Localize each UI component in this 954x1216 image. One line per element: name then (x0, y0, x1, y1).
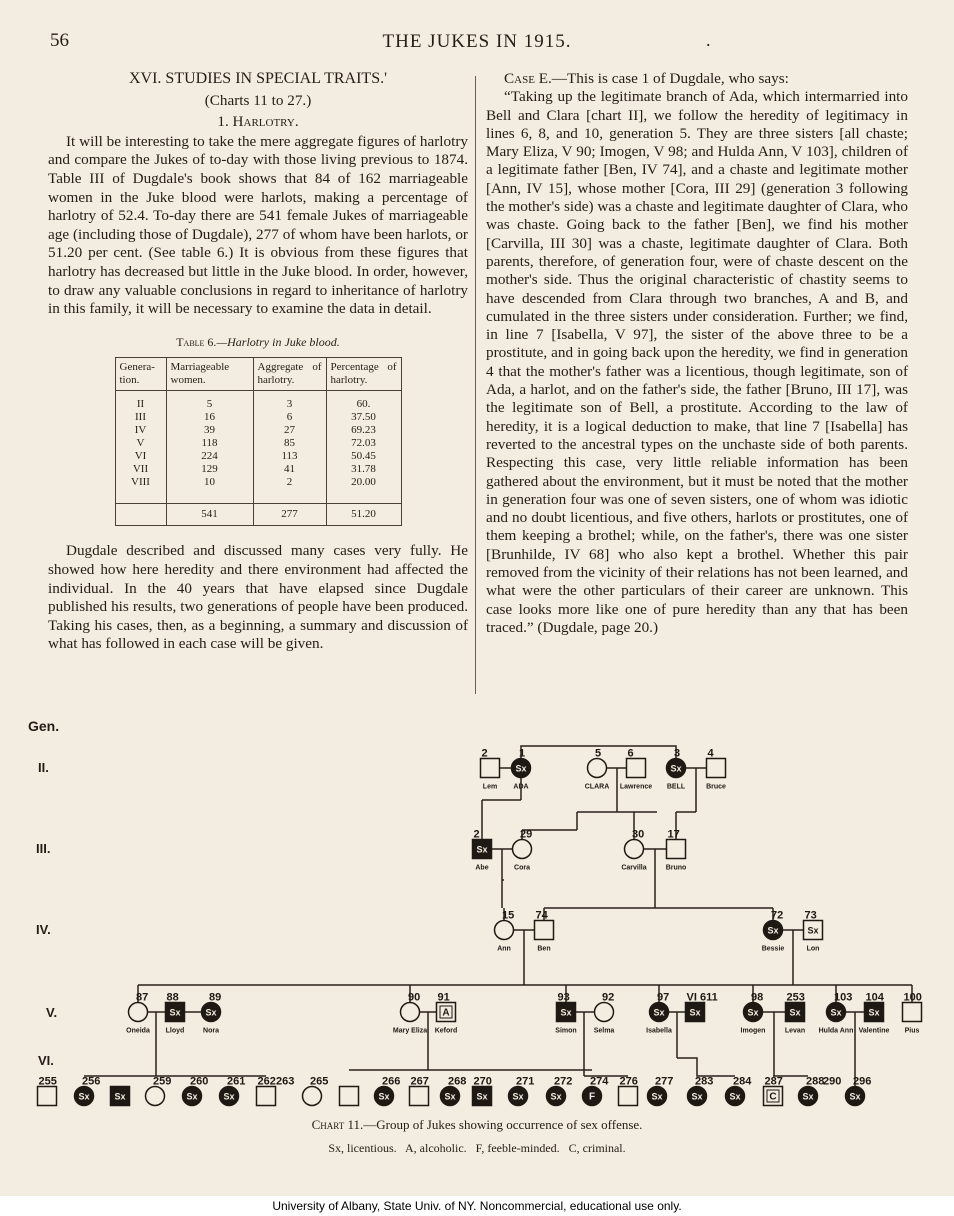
person-name: Mary Eliza (392, 1027, 428, 1035)
trait-mark: Sx (205, 1007, 217, 1018)
person-number: 98 (751, 991, 764, 1004)
table-cell: 3 (253, 391, 326, 412)
table-cell: VI (134, 450, 147, 463)
person-number: 266 (382, 1075, 401, 1088)
person-number: 73 (804, 909, 817, 922)
pedigree-person (786, 992, 805, 1022)
person-number: 103 (834, 991, 853, 1004)
table-cell: 72.03 (326, 437, 401, 450)
table-cell: 37.50 (326, 411, 401, 424)
chart-gen-heading: Gen. (28, 718, 60, 734)
female-symbol (303, 1087, 322, 1106)
table-cell: 50.45 (326, 450, 401, 463)
person-number: 296 (853, 1075, 872, 1088)
person-name: Abe (475, 864, 489, 872)
trait-mark: Sx (169, 1007, 181, 1018)
person-number: 270 (473, 1075, 492, 1088)
female-symbol (513, 840, 532, 859)
person-number: 261 (227, 1075, 246, 1088)
footer-credit: University of Albany, State Univ. of NY. Noncommercial, educational use only. (272, 1199, 682, 1213)
person-number: 262 (257, 1075, 276, 1088)
header-marriageable: Marriageable women. (166, 358, 253, 391)
pedigree-person (401, 992, 421, 1022)
pedigree-person (726, 1076, 753, 1106)
female-symbol (129, 1003, 148, 1022)
trait-mark: Sx (476, 1091, 488, 1102)
person-name: Keford (434, 1027, 458, 1035)
section-title: XVI. STUDIES IN SPECIAL TRAITS.' (128, 70, 387, 87)
pedigree-chart-11 (0, 730, 954, 1125)
person-number: 277 (655, 1075, 674, 1088)
person-number: 272 (554, 1075, 573, 1088)
person-name: Levan (784, 1027, 806, 1035)
table-total-cell (116, 504, 167, 526)
female-symbol (588, 759, 607, 778)
person-number: 271 (516, 1075, 535, 1088)
person-number: 72 (771, 909, 784, 922)
table-cell: 5 (166, 391, 253, 412)
trait-mark: Sx (691, 1091, 703, 1102)
person-number: 259 (153, 1075, 172, 1088)
table-cell: 27 (253, 424, 326, 437)
pedigree-person (588, 748, 607, 778)
male-symbol (627, 759, 646, 778)
table-cell: 20.00 (326, 476, 401, 504)
person-name: Valentine (858, 1027, 890, 1035)
person-number: 93 (557, 991, 570, 1004)
table-cell: 118 (166, 437, 253, 450)
trait-mark: Sx (849, 1091, 861, 1102)
person-name: Imogen (740, 1027, 766, 1035)
person-name: Bruno (665, 864, 687, 872)
chart-caption: Chart 11.—Group of Jukes showing occurrence of sex offense. (311, 1117, 643, 1132)
trait-mark: Sx (868, 1007, 880, 1018)
table-cell: 39 (166, 424, 253, 437)
gen-label-iii: III. (36, 841, 51, 856)
trait-mark: Sx (651, 1091, 663, 1102)
table-row (116, 450, 401, 463)
person-number: 256 (82, 1075, 101, 1088)
trait-mark: Sx (830, 1007, 842, 1018)
person-number: 29 (520, 828, 533, 841)
male-symbol (707, 759, 726, 778)
table-6 (115, 357, 402, 526)
pedigree-person (557, 992, 576, 1022)
table-cell: 129 (166, 463, 253, 476)
pedigree-person (688, 1076, 714, 1106)
pedigree-person (437, 992, 456, 1022)
person-number: 100 (903, 991, 922, 1004)
header-generation: Genera-tion. (116, 358, 167, 391)
trait-mark: Sx (512, 1091, 524, 1102)
person-number: VI 611 (686, 991, 718, 1004)
pedigree-person (509, 1076, 535, 1106)
pedigree-person (667, 748, 686, 778)
pedigree-person (823, 1076, 871, 1106)
person-name: Nora (203, 1027, 219, 1035)
person-name: Selma (593, 1027, 615, 1035)
person-number: 288 (806, 1075, 825, 1088)
table-row (116, 411, 401, 424)
pedigree-person (166, 992, 185, 1022)
person-name: Lloyd (165, 1027, 185, 1035)
right-column (486, 70, 908, 637)
table-cell: 41 (253, 463, 326, 476)
table-row (116, 391, 401, 412)
pedigree-person (625, 829, 645, 859)
trait-mark: Sx (476, 844, 488, 855)
person-number: 6 (627, 747, 634, 760)
person-name: BELL (666, 783, 686, 791)
table-row (116, 463, 401, 476)
pedigree-person (583, 1076, 610, 1106)
pedigree-person (804, 910, 823, 940)
table-row (116, 476, 401, 504)
pedigree-person (799, 1076, 825, 1106)
person-number: 276 (619, 1075, 638, 1088)
pedigree-person (512, 748, 531, 778)
person-number: 5 (595, 747, 602, 760)
pedigree-person (764, 910, 784, 940)
person-name: Isabella (646, 1027, 672, 1035)
person-name: Oneida (126, 1027, 150, 1035)
person-name: Simon (555, 1027, 577, 1035)
gen-label-vi: VI. (38, 1053, 54, 1068)
header-percentage: Percentage of harlotry. (326, 358, 401, 391)
case-e-intro: Case E.—This is case 1 of Dugdale, who says: (504, 70, 789, 87)
page-number: 56 (50, 30, 69, 51)
person-number: 287 (764, 1075, 783, 1088)
female-symbol (401, 1003, 420, 1022)
pedigree-people (38, 748, 922, 1106)
person-name: Ann (497, 945, 511, 953)
header-aggregate: Aggregate of harlotry. (253, 358, 326, 391)
table-cell: V (136, 437, 145, 450)
gen-label-iv: IV. (36, 922, 51, 937)
pedigree-person (648, 1076, 674, 1106)
paragraph-dugdale: Dugdale described and discussed many cases very fully. He showed how here heredity and there environment had affected the individual. In the 40 years that have elapsed since Dugdale published his results, two generations of people have been produced. Taking his cases, then, as a beginning, a summary and discussion of what has followed in each case will be given. (48, 542, 468, 653)
trait-mark: C (769, 1091, 777, 1103)
person-number: 87 (136, 991, 149, 1004)
pedigree-person (744, 992, 764, 1022)
trait-mark: Sx (560, 1007, 572, 1018)
person-number: 74 (535, 909, 548, 922)
person-number: 265 (310, 1075, 329, 1088)
pedigree-person (707, 748, 726, 778)
male-symbol (340, 1087, 359, 1106)
trait-mark: Sx (689, 1007, 701, 1018)
person-number: 91 (437, 991, 450, 1004)
table-cell: 85 (253, 437, 326, 450)
person-name: Lawrence (619, 783, 653, 791)
pedigree-person (619, 1076, 638, 1106)
person-name: ADA (513, 783, 529, 791)
person-number: 1 (519, 747, 526, 760)
female-symbol (595, 1003, 614, 1022)
person-name: CLARA (584, 783, 610, 791)
person-name: Hulda Ann (818, 1027, 854, 1035)
table-cell: II (136, 398, 145, 411)
person-number: 15 (502, 909, 515, 922)
trait-mark: Sx (767, 925, 779, 936)
person-name: Bessie (761, 945, 785, 953)
male-symbol (481, 759, 500, 778)
column-divider (475, 76, 476, 694)
male-symbol (257, 1087, 276, 1106)
person-number: 90 (408, 991, 421, 1004)
female-symbol (495, 921, 514, 940)
pedigree-person (627, 748, 646, 778)
male-symbol (903, 1003, 922, 1022)
pedigree-person (595, 992, 615, 1022)
table-cell: 2 (253, 476, 326, 504)
paragraph-harlotry: It will be interesting to take the mere aggregate figures of harlotry and compare the Jukes of to-day with those living previous to 1874. Table III of Dugdale's book shows that 84 of 162 marriageable women in the Juke blood were harlots, making a percentage of harlotry of 52.4. To-day there are 541 female Jukes of marriageable age (including those of Dugdale), 277 of whom have been harlots, or 51.20 per cent. (See table 6.) It is obvious from these figures that harlotry has decreased but little in the Juke blood. In order, however, to draw any valuable conclusions in regard to inheritance of harlotry in this family, it will be necessary to examine the data in detail. (48, 132, 468, 318)
person-number: 97 (657, 991, 670, 1004)
pedigree-person (129, 992, 149, 1022)
person-number: 260 (190, 1075, 209, 1088)
table-cell: 16 (166, 411, 253, 424)
trait-mark: Sx (747, 1007, 759, 1018)
left-column (48, 70, 468, 654)
pedigree-person (473, 1076, 492, 1106)
table-cell: 69.23 (326, 424, 401, 437)
table-total-cell: 51.20 (326, 504, 401, 526)
pedigree-person (220, 1076, 246, 1106)
trait-mark: Sx (515, 763, 527, 774)
table-cell: 10 (166, 476, 253, 504)
person-number: 290 (823, 1075, 842, 1088)
pedigree-person (495, 910, 515, 940)
table-totals-row (116, 504, 401, 526)
female-symbol (146, 1087, 165, 1106)
running-title: THE JUKES IN 1915. (382, 31, 572, 52)
pedigree-lines (84, 746, 912, 1086)
trait-mark: Sx (78, 1091, 90, 1102)
header-dot: . (706, 30, 711, 50)
pedigree-person (441, 1076, 467, 1106)
trait-mark: Sx (378, 1091, 390, 1102)
person-name: Cora (514, 864, 530, 872)
pedigree-person (764, 1076, 783, 1106)
trait-mark: Sx (550, 1091, 562, 1102)
male-symbol (410, 1087, 429, 1106)
pedigree-person (75, 1076, 101, 1106)
table-cell: 224 (166, 450, 253, 463)
person-number: 255 (38, 1075, 57, 1088)
pedigree-person (686, 992, 718, 1022)
person-number: 283 (695, 1075, 714, 1088)
person-number: 4 (707, 747, 714, 760)
pedigree-person (375, 1076, 401, 1106)
person-name: Ben (537, 945, 551, 953)
trait-mark: Sx (807, 925, 819, 936)
table-header-row (116, 358, 401, 391)
trait-mark: Sx (653, 1007, 665, 1018)
female-symbol (625, 840, 644, 859)
subsection-heading: 1. Harlotry. (217, 113, 299, 131)
pedigree-person (903, 992, 922, 1022)
table-caption: Table 6.—Harlotry in Juke blood. (176, 334, 340, 349)
trait-mark: A (442, 1007, 450, 1019)
table-cell: VIII (131, 476, 150, 489)
person-number: 267 (410, 1075, 429, 1088)
table-row (116, 437, 401, 450)
trait-mark: Sx (444, 1091, 456, 1102)
male-symbol (667, 840, 686, 859)
person-name: Carvilla (621, 864, 647, 872)
pedigree-person (481, 748, 500, 778)
person-number: 104 (865, 991, 884, 1004)
trait-mark: Sx (802, 1091, 814, 1102)
person-name: Lem (482, 783, 498, 791)
trait-mark: Sx (223, 1091, 235, 1102)
gen-label-v: V. (46, 1005, 58, 1020)
pedigree-person (865, 992, 885, 1022)
pedigree-person (827, 992, 853, 1022)
table-cell: 31.78 (326, 463, 401, 476)
person-number: 2 (481, 747, 488, 760)
trait-mark: Sx (114, 1091, 126, 1102)
person-number: 253 (786, 991, 805, 1004)
person-name: Bruce (706, 783, 726, 791)
table-cell: 6 (253, 411, 326, 424)
person-name: Lon (806, 945, 820, 953)
person-number: 2 (473, 828, 480, 841)
pedigree-person (340, 1087, 359, 1106)
person-number: 3 (674, 747, 681, 760)
male-symbol (38, 1087, 57, 1106)
person-number: 274 (590, 1075, 609, 1088)
pedigree-person (303, 1076, 329, 1106)
table-cell: 60. (326, 391, 401, 412)
person-number: 284 (733, 1075, 752, 1088)
person-number: 89 (209, 991, 222, 1004)
table-cell: IV (134, 424, 147, 437)
pedigree-person (257, 1076, 295, 1106)
person-number: 92 (602, 991, 615, 1004)
charts-reference: (Charts 11 to 27.) (204, 91, 312, 109)
table-cell: III (135, 411, 146, 424)
pedigree-person (535, 910, 554, 940)
person-name: Pius (904, 1027, 920, 1035)
dugdale-quote: “Taking up the legitimate branch of Ada, which intermarried into Bell and Clara [chart II], we follow the heredity of legitimacy in lines 6, 8, and 10, generation 5. They are three sisters [all chaste; Mary Eliza, V 90; Imogen, V 98; and Hulda Ann, V 103], children of a legitimate father [Ben, IV 74], and a chaste and legitimate mother [Ann, IV 15], whose mother [Cora, III 29] (generation 3 following the mother's side) was a chaste and legitimate daughter of Clara, who was chaste. Going back to the father [Ben], we find his mother [Carvilla, III 30] was a chaste, legitimate daughter of Clara. Both parents, therefore, of generation four, were of chaste descent on the mother's side. Thus the original characteristic of chastity seems to have descended from Clara through two branches, A and B, and cumulated in the three sisters under consideration. Further; we find, in line 7 [Isabella, V 97], the sister of the above three to be a prostitute, and in going back upon the heredity, we find in generation 4 that the mother's father was a licentious, though legitimate, son of Ada, a harlot, and on the father's side, the father [Bruno, III 17], was the legitimate son of Bell, a prostitute. According to the law of heredity, it is a logical deduction to make, that line 7 [Isabella] has reverted to the ancestral types on the unchaste side of both parents. Respecting this case, very little reliable information has been gathered about the environment, but it must be noted that the mother in generation four was one of seven sisters, one of whom was idiotic and no doubt licentious, and five others, harlots or prostitutes, one of them keeping a brothel; while, on the father's, there was one sister [Brunhilde, IV 68] who also kept a brothel. Whether this pair removed from the vicinity of their relations has not been learned, and what were the other particulars of their career are unknown. This case looks more like one of pure heredity than any that has been traced.” (Dugdale, page 20.) (486, 88, 908, 636)
table-row (116, 424, 401, 437)
table-total-cell: 541 (166, 504, 253, 526)
male-symbol (535, 921, 554, 940)
pedigree-person (202, 992, 222, 1022)
pedigree-person (146, 1076, 172, 1106)
person-number: 30 (632, 828, 645, 841)
pedigree-person (547, 1076, 573, 1106)
trait-mark: F (588, 1091, 596, 1103)
trait-mark: Sx (186, 1091, 198, 1102)
male-symbol (619, 1087, 638, 1106)
pedigree-person (513, 829, 533, 859)
person-number: 17 (667, 828, 680, 841)
pedigree-person (667, 829, 686, 859)
pedigree-person (183, 1076, 209, 1106)
gen-label-ii: II. (38, 760, 49, 775)
person-number: 268 (448, 1075, 467, 1088)
pedigree-person (111, 1087, 130, 1106)
trait-mark: Sx (729, 1091, 741, 1102)
table-cell: VII (132, 463, 149, 476)
person-number: 88 (166, 991, 179, 1004)
trait-mark: Sx (670, 763, 682, 774)
chart-legend: Sx, licentious. A, alcoholic. F, feeble-minded. C, criminal. (328, 1141, 626, 1155)
pedigree-person (38, 1076, 57, 1106)
trait-mark: Sx (789, 1007, 801, 1018)
pedigree-person (650, 992, 670, 1022)
table-total-cell: 277 (253, 504, 326, 526)
table-cell: 113 (253, 450, 326, 463)
pedigree-person (410, 1076, 429, 1106)
person-number: 263 (276, 1075, 295, 1088)
